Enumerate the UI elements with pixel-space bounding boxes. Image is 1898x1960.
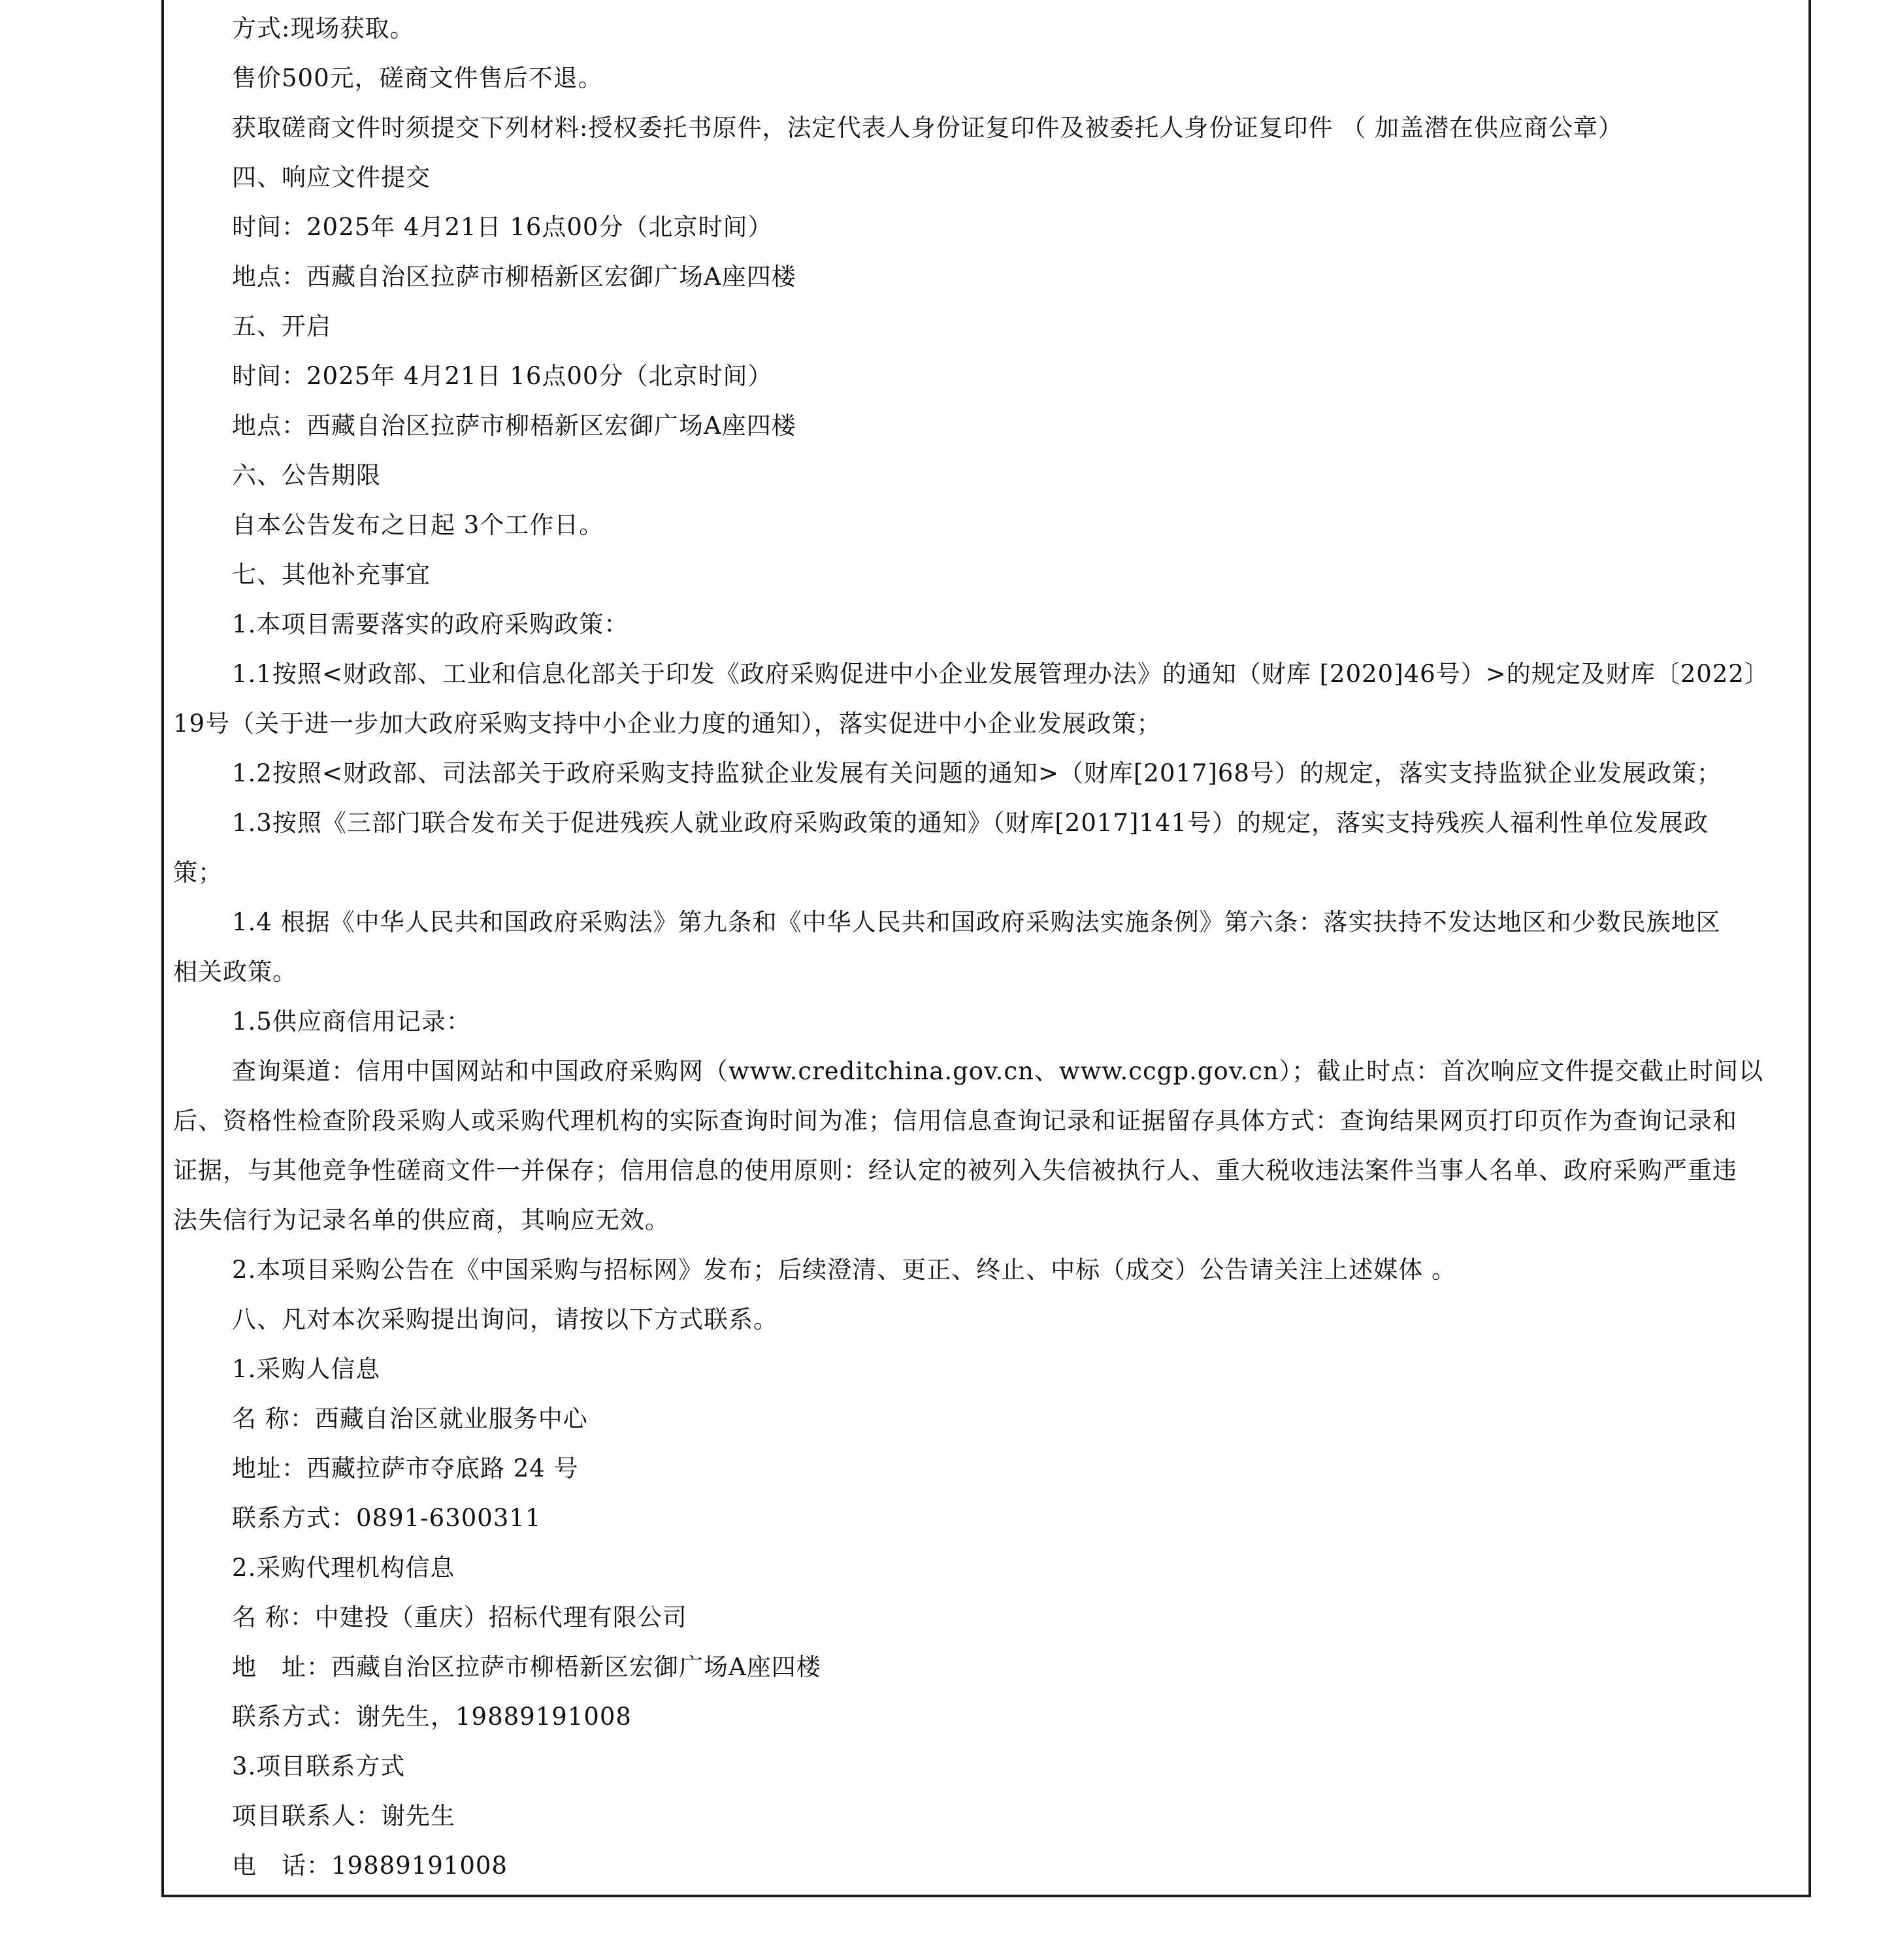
text-line: 名 称：西藏自治区就业服务中心 [232,1405,588,1433]
credit-query-line-4: 法失信行为记录名单的供应商，其响应无效。 [173,1206,670,1234]
text-line: 2.本项目采购公告在《中国采购与招标网》发布；后续澄清、更正、终止、中标（成交）公告请关注上述媒体 。 [232,1256,1457,1284]
text-line: 2.采购代理机构信息 [232,1554,455,1582]
text-line: 地点：西藏自治区拉萨市柳梧新区宏御广场A座四楼 [232,412,796,440]
text-line: 地址：西藏拉萨市夺底路 24 号 [232,1454,579,1482]
policy-1-3-line-2: 策； [173,858,223,887]
policy-1-4-line-1: 1.4 根据《中华人民共和国政府采购法》第九条和《中华人民共和国政府采购法实施条例》第六条：落实扶持不发达地区和少数民族地区 [232,908,1721,936]
policy-1-3-line-1: 1.3按照《三部门联合发布关于促进残疾人就业政府采购政策的通知》（财库[2017]141号）的规定，落实支持残疾人福利性单位发展政 [232,809,1709,837]
credit-query-line-2: 后、资格性检查阶段采购人或采购代理机构的实际查询时间为准；信用信息查询记录和证据留存具体方式：查询结果网页打印页作为查询记录和 [173,1107,1737,1135]
text-line: 联系方式：0891-6300311 [232,1504,542,1532]
text-line: 时间：2025年 4月21日 16点00分（北京时间） [232,213,773,241]
text-line: 1.采购人信息 [232,1355,381,1383]
text-line: 项目联系人：谢先生 [232,1802,455,1830]
policy-1-1-line-1: 1.1按照<财政部、工业和信息化部关于印发《政府采购促进中小企业发展管理办法》的通知（财库 [2020]46号）>的规定及财库〔2022〕 [232,660,1769,688]
text-line: 地点：西藏自治区拉萨市柳梧新区宏御广场A座四楼 [232,263,796,291]
section-heading: 五、开启 [232,312,331,340]
policy-1-5: 1.5供应商信用记录： [232,1007,471,1036]
text-line: 方式:现场获取。 [232,14,415,42]
section-heading: 六、公告期限 [232,461,381,489]
text-line: 电 话：19889191008 [232,1852,508,1880]
text-line: 名 称：中建投（重庆）招标代理有限公司 [232,1603,687,1631]
policy-1-1-line-2: 19号（关于进一步加大政府采购支持中小企业力度的通知），落实促进中小企业发展政策； [173,710,1162,738]
text-line: 联系方式：谢先生，19889191008 [232,1703,632,1731]
text-line: 地 址：西藏自治区拉萨市柳梧新区宏御广场A座四楼 [232,1653,821,1681]
policy-1-2: 1.2按照<财政部、司法部关于政府采购支持监狱企业发展有关问题的通知>（财库[2017]68号）的规定，落实支持监狱企业发展政策； [232,759,1722,787]
section-heading: 七、其他补充事宜 [232,561,431,589]
credit-query-line-3: 证据，与其他竞争性磋商文件一并保存；信用信息的使用原则：经认定的被列入失信被执行人、重大税收违法案件当事人名单、政府采购严重违 [173,1156,1737,1184]
text-line: 获取磋商文件时须提交下列材料:授权委托书原件，法定代表人身份证复印件及被委托人身份证复印件 （ 加盖潜在供应商公章） [232,114,1623,142]
text-line: 1.本项目需要落实的政府采购政策： [232,610,629,638]
text-line: 时间：2025年 4月21日 16点00分（北京时间） [232,362,773,390]
text-line: 售价500元，磋商文件售后不退。 [232,64,603,92]
document-body [173,4,1800,1891]
credit-query-line-1: 查询渠道：信用中国网站和中国政府采购网（www.creditchina.gov.cn、www.ccgp.gov.cn）；截止时点：首次响应文件提交截止时间以 [232,1057,1764,1085]
text-line: 自本公告发布之日起 3个工作日。 [232,511,604,539]
policy-1-4-line-2: 相关政策。 [173,958,297,986]
section-heading: 四、响应文件提交 [232,163,431,191]
text-line: 3.项目联系方式 [232,1752,406,1780]
section-heading: 八、凡对本次采购提出询问，请按以下方式联系。 [232,1305,778,1333]
